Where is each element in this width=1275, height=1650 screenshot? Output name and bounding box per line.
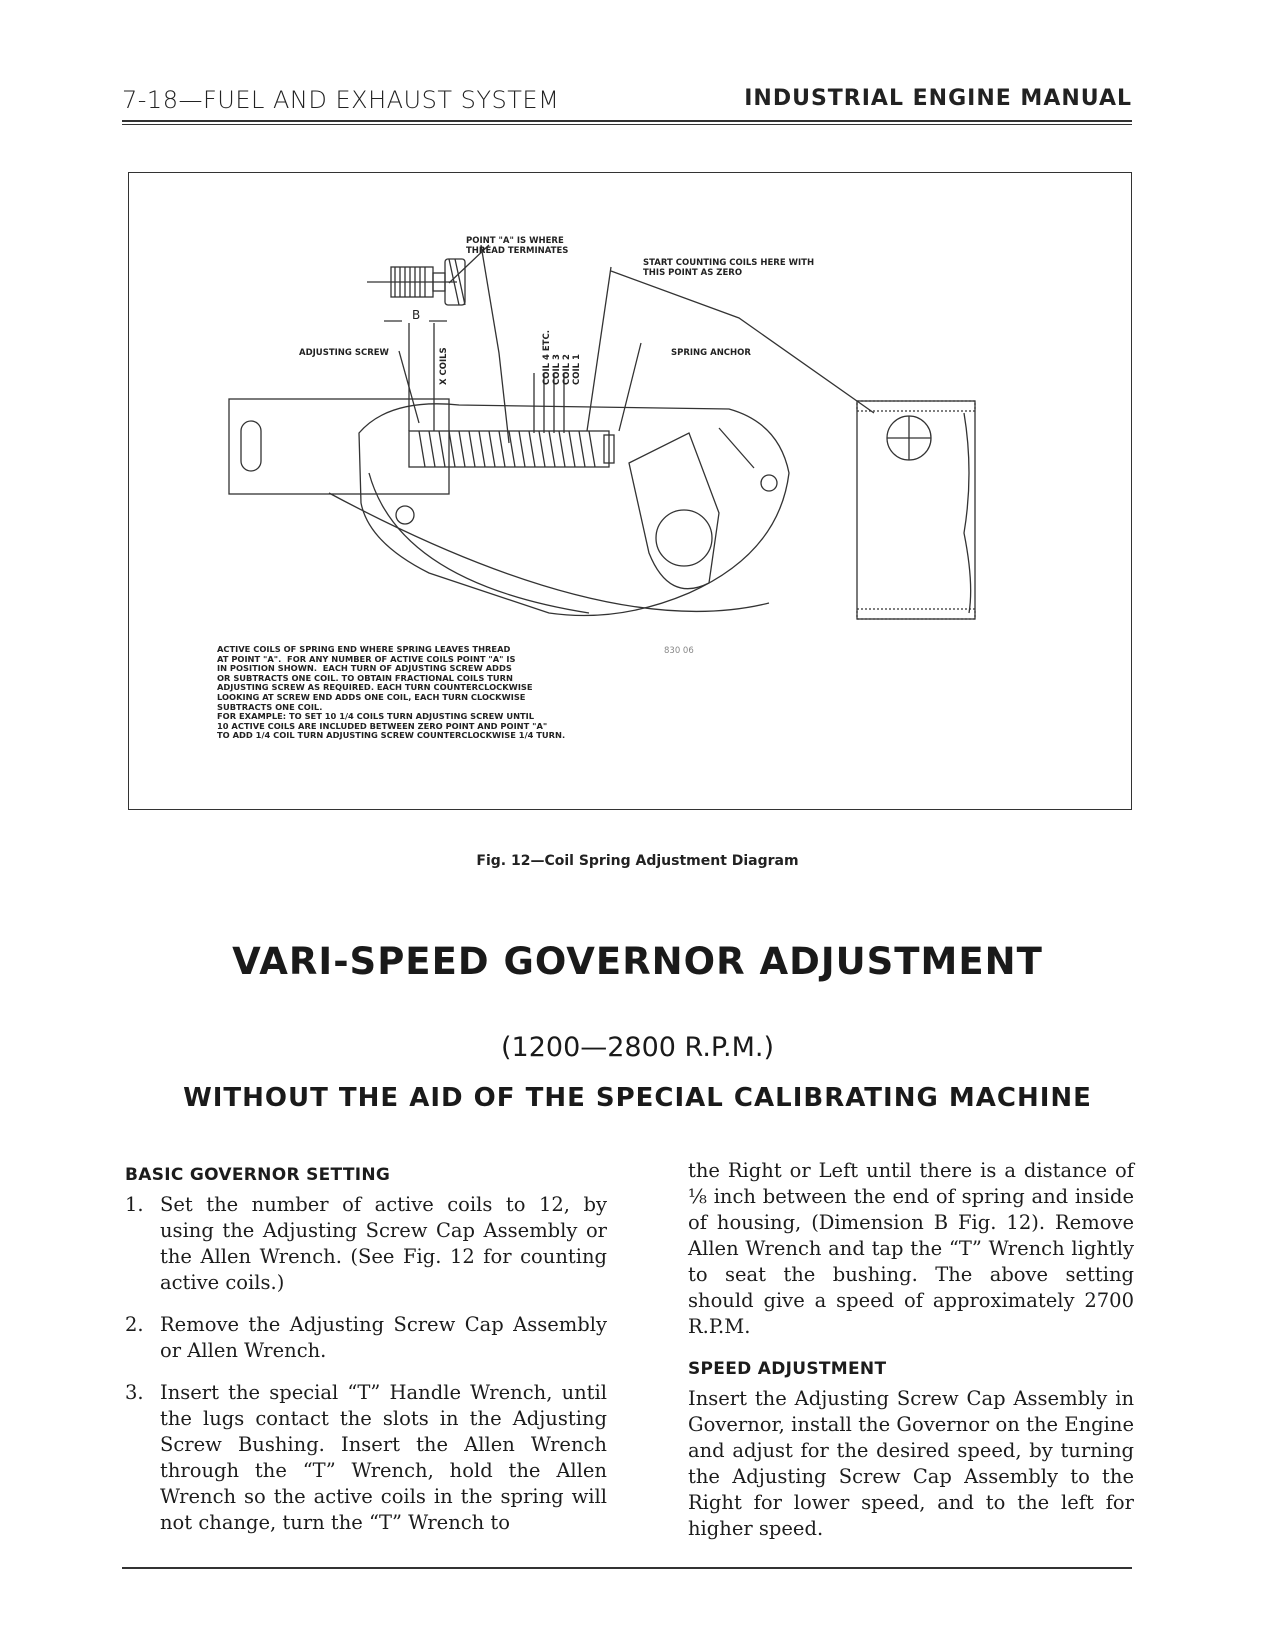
drawing-number: 830 06 [664,646,694,656]
item-number: 1. [125,1193,144,1216]
left-column [125,1162,607,1552]
list-item [125,1312,607,1364]
header-rule [122,120,1132,122]
figure-coil-spring-diagram [128,172,1132,810]
item-text: Insert the special “T” Handle Wrench, until the lugs contact the slots in the Adjusting Screw Bushing. Insert the Allen Wrench through the “T” Wrench, hold the Allen Wrench so the active coils in the spring will not change, turn the “T” Wrench to [160,1381,607,1534]
x-coils-label: X COILS [439,347,449,385]
coil-2-label: COIL 2 [562,354,572,385]
figure-notes: ACTIVE COILS OF SPRING END WHERE SPRING LEAVES THREAD AT POINT "A". FOR ANY NUMBER OF ACTIVE COILS POINT "A" IS IN POSITION SHOWN. EACH TURN OF ADJUSTING SCREW ADDS OR SUBTRACTS ONE COIL. TO OBTAIN FRACTIONAL COILS TURN ADJUSTING SCREW AS REQUIRED. EACH TURN COUNTERCLOCKWISE LOOKING AT SCREW END ADDS ONE COIL, EACH TURN CLOCKWISE SUBTRACTS ONE COIL. FOR EXAMPLE: TO SET 10 1/4 COILS TURN ADJUSTING SCREW UNTIL 10 ACTIVE COILS ARE INCLUDED BETWEEN ZERO POINT AND POINT "A" TO ADD 1/4 COIL TURN ADJUSTING SCREW COUNTERCLOCKWISE 1/4 TURN. [217,644,566,741]
continuation-paragraph: the Right or Left until there is a distance of ⅛ inch between the end of spring and inside of housing, (Dimension B Fig. 12). Remove Allen Wrench and tap the “T” Wrench lightly to seat the bushing. The above setting should give a speed of approximately 2700 R.P.M. [688,1159,1134,1338]
basic-setting-heading: BASIC GOVERNOR SETTING [125,1165,391,1185]
coil-4-label: COIL 4 ETC. [542,330,552,385]
adjusting-screw-detail [367,245,489,321]
list-item [125,1192,607,1296]
item-number: 2. [125,1313,144,1336]
right-column [688,1158,1134,1558]
page-title: VARI-SPEED GOVERNOR ADJUSTMENT [232,940,1043,983]
figure-caption: Fig. 12—Coil Spring Adjustment Diagram [476,853,799,869]
header-rule-thin [122,124,1132,125]
dimension-b-label: B [412,308,421,322]
item-number: 3. [125,1381,144,1404]
header-manual-title: INDUSTRIAL ENGINE MANUAL [744,86,1132,111]
list-item [125,1380,607,1536]
header-section-title: 7-18—FUEL AND EXHAUST SYSTEM [122,86,560,114]
speed-adjustment-heading: SPEED ADJUSTMENT [688,1359,887,1379]
start-counting-label: START COUNTING COILS HERE WITH THIS POINT AS ZERO [643,258,815,278]
adjusting-screw-label: ADJUSTING SCREW [299,348,389,358]
speed-adjustment-paragraph: Insert the Adjusting Screw Cap Assembly in Governor, install the Governor on the Engine and adjust for the desired speed, by turning the Adjusting Screw Cap Assembly to the Right for lower speed, and to the left for higher speed. [688,1387,1134,1540]
coil-1-label: COIL 1 [572,354,582,385]
item-text: Set the number of active coils to 12, by using the Adjusting Screw Cap Assembly or the Allen Wrench. (See Fig. 12 for counting active coils.) [160,1193,607,1294]
item-text: Remove the Adjusting Screw Cap Assembly or Allen Wrench. [160,1313,607,1362]
point-a-label: POINT "A" IS WHERE THREAD TERMINATES [466,236,569,256]
rpm-subtitle: (1200—2800 R.P.M.) [501,1032,774,1063]
footer-rule [122,1567,1132,1569]
section-subtitle: WITHOUT THE AID OF THE SPECIAL CALIBRATING MACHINE [183,1083,1092,1113]
coil-3-label: COIL 3 [552,354,562,385]
spring-anchor-label: SPRING ANCHOR [671,348,751,358]
